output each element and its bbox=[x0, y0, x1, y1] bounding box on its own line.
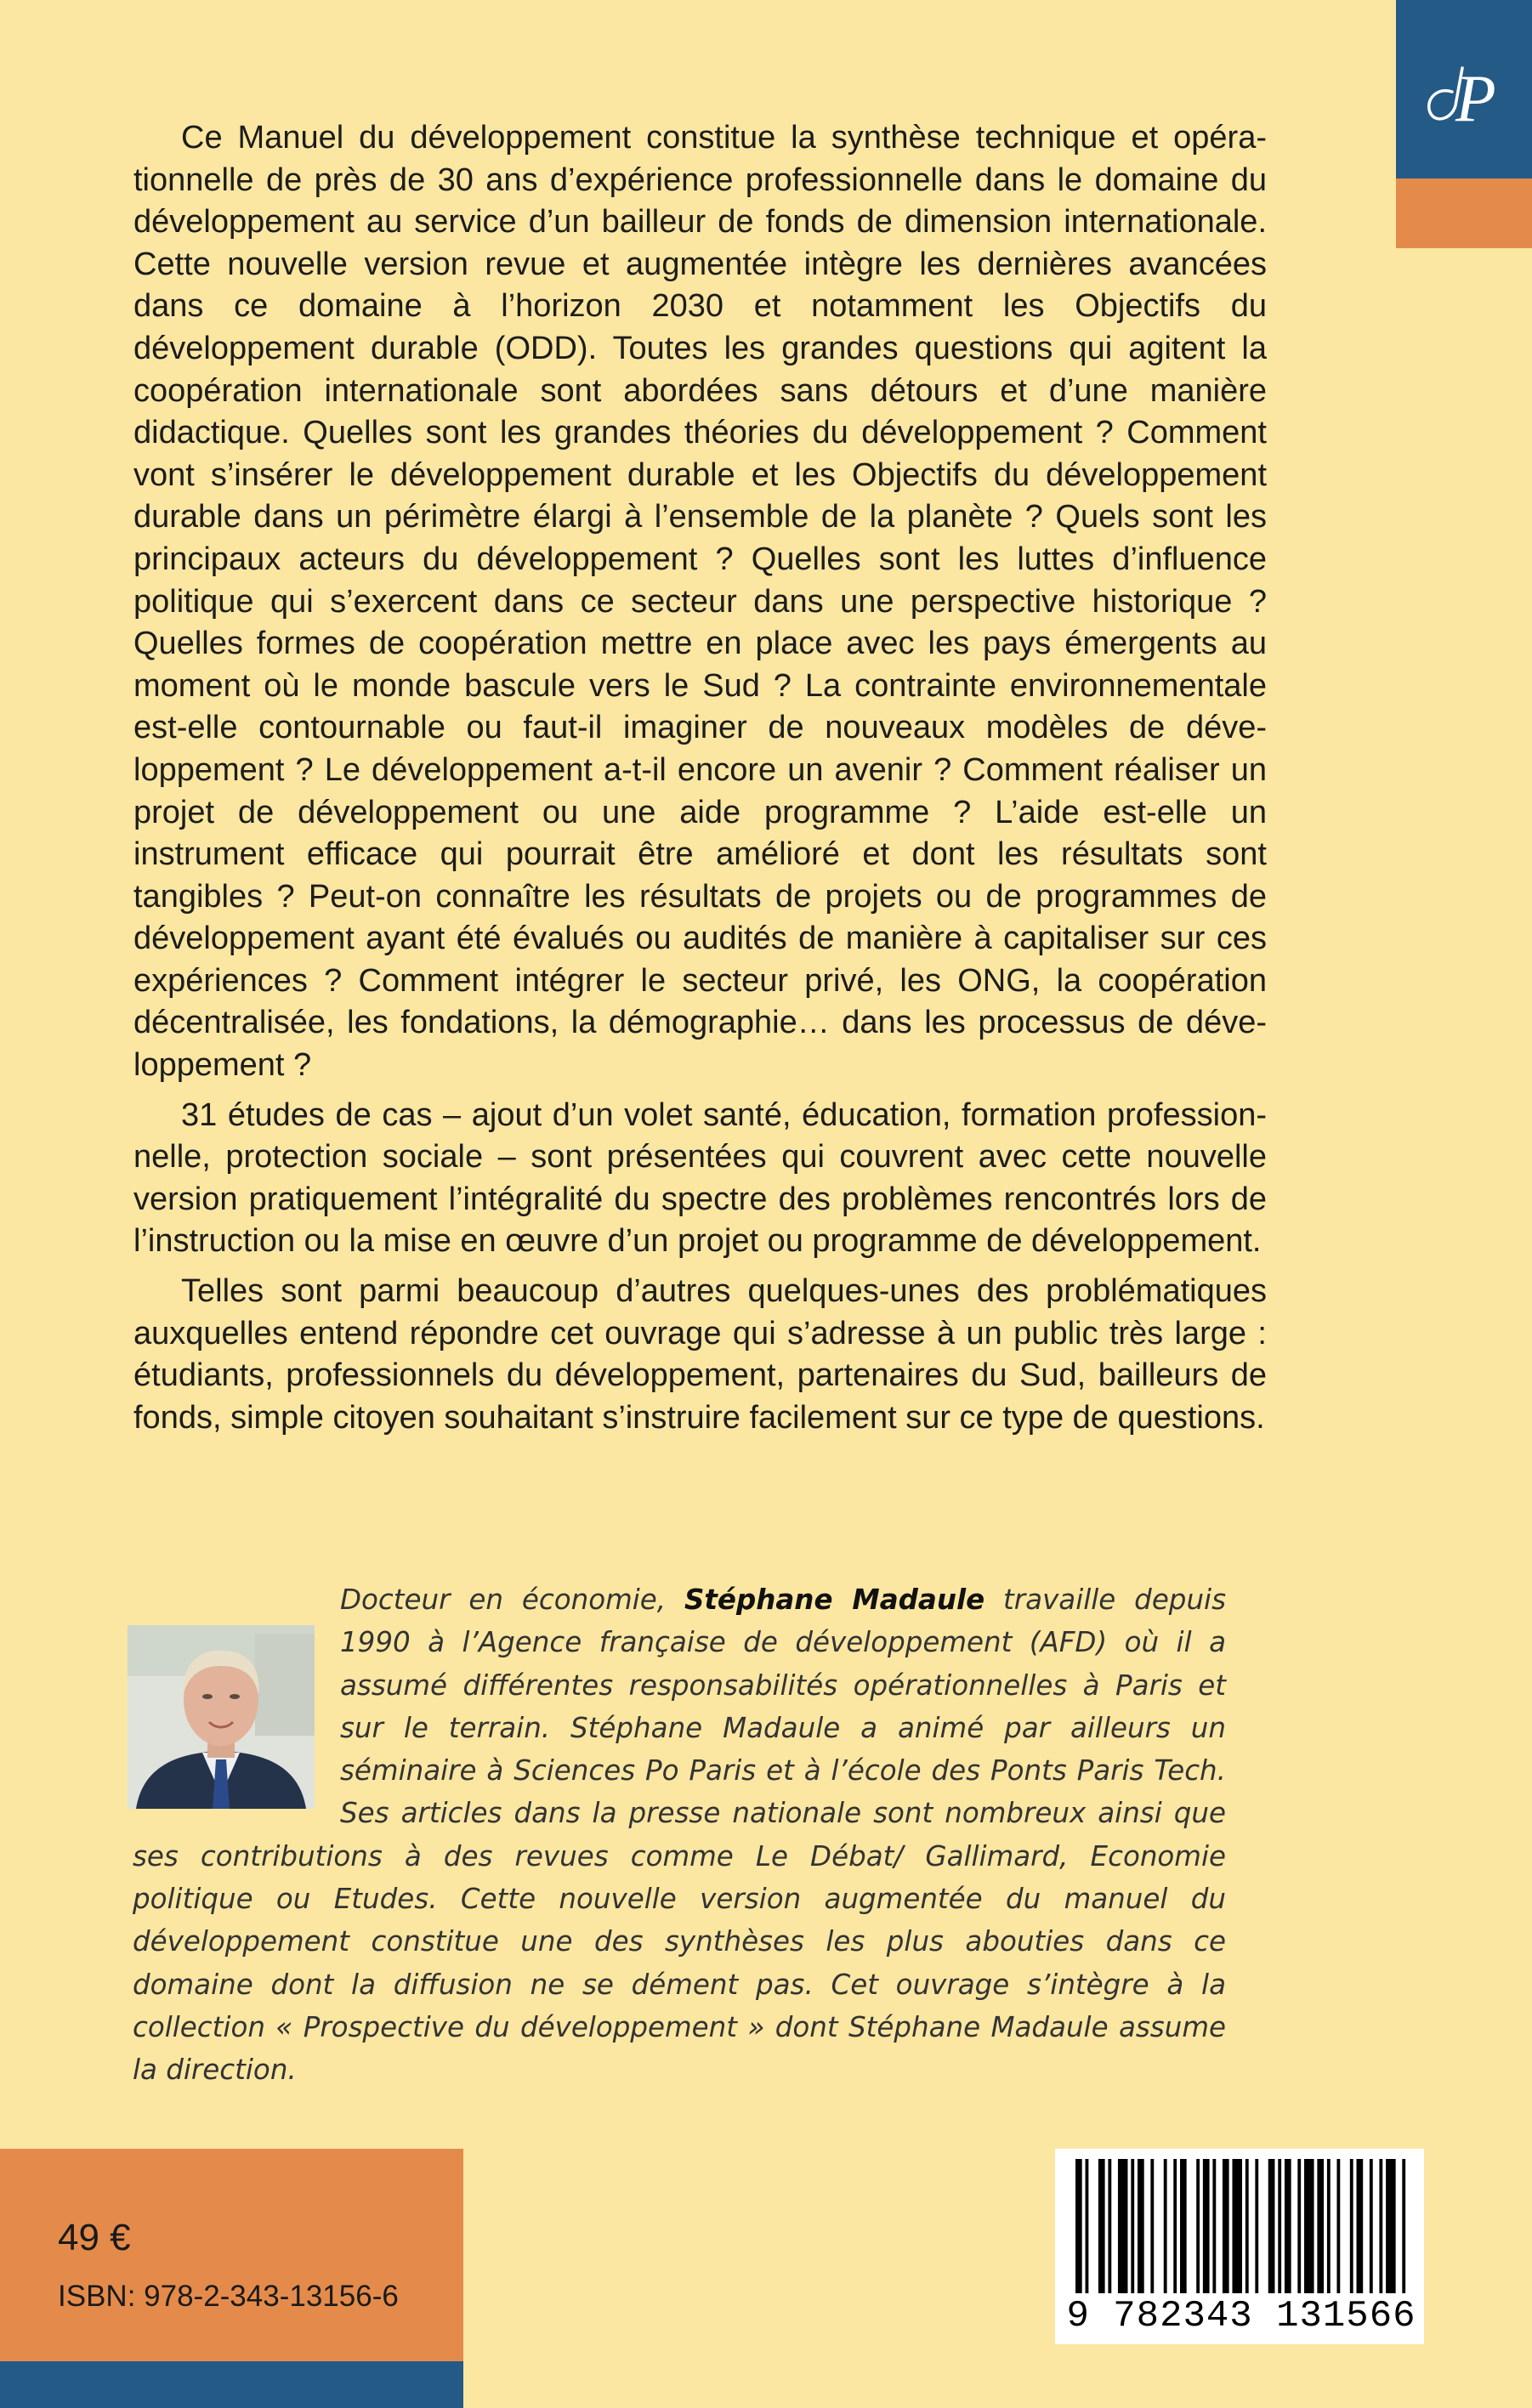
barcode-bar bbox=[1075, 2159, 1082, 2293]
barcode bbox=[1055, 2149, 1424, 2344]
barcode-bar bbox=[1357, 2159, 1364, 2293]
barcode-bar bbox=[1196, 2159, 1200, 2293]
barcode-bar bbox=[1098, 2159, 1105, 2293]
barcode-bar bbox=[1336, 2159, 1340, 2293]
back-cover-description bbox=[133, 117, 1267, 1447]
barcode-bar bbox=[1203, 2159, 1210, 2293]
barcode-bar bbox=[1180, 2159, 1187, 2293]
publisher-logo-letter: P bbox=[1455, 61, 1496, 135]
barcode-bar bbox=[1131, 2159, 1134, 2293]
barcode-bar bbox=[1245, 2159, 1249, 2293]
barcode-bar bbox=[1150, 2159, 1154, 2293]
barcode-bar bbox=[1402, 2159, 1405, 2293]
barcode-bar bbox=[1350, 2159, 1353, 2293]
barcode-bar bbox=[1285, 2159, 1291, 2293]
barcode-bar bbox=[1173, 2159, 1177, 2293]
publisher-logo-accent bbox=[1396, 178, 1532, 248]
author-bio-intro: Docteur en économie, bbox=[340, 1584, 684, 1616]
barcode-bar bbox=[1108, 2159, 1111, 2293]
barcode-bar bbox=[1379, 2159, 1382, 2293]
barcode-bar bbox=[1304, 2159, 1314, 2293]
barcode-bar bbox=[1138, 2159, 1144, 2293]
barcode-bar bbox=[1255, 2159, 1258, 2293]
description-paragraph: Telles sont parmi beaucoup d’autres quelques-unes des problématiques auxquelles entend répondre cet ouvrage qui s’adresse à un public très large : étudiants, professionnels du développement, partenaires du Sud, bailleurs de fonds, simple citoyen souhaitant s’instruire facilement sur ce type de questions. bbox=[133, 1273, 1267, 1436]
barcode-bar bbox=[1278, 2159, 1281, 2293]
barcode-bar bbox=[1317, 2159, 1324, 2293]
barcode-bar bbox=[1297, 2159, 1301, 2293]
barcode-digits: 9 782343 131566 bbox=[1066, 2295, 1416, 2337]
description-paragraph: 31 études de cas – ajout d’un volet santé, éducation, formation professionnelle, protection sociale – sont présentées qui couvrent avec cette nouvelle version pratiquement l’intégralité du spectre des problèmes rencontrés lors de l’instruction ou la mise en œuvre d’un projet ou programme de développement. bbox=[133, 1096, 1267, 1260]
isbn: ISBN: 978-2-343-13156-6 bbox=[58, 2280, 399, 2313]
author-bio-text: travaille depuis 1990 à l’Agence française de développement (AFD) où il a assumé différentes responsabilités opérationnelles à Paris et sur le terrain. Stéphane Madaule a animé par ailleurs un séminaire à Sciences Po Paris et à l’école des Ponts Paris Tech. Ses articles dans la presse nationale sont nombreux ainsi que ses contributions à des revues comme Le Débat/ Gallimard, Economie politique ou Etudes. Cette nouvelle version augmentée du manuel du développement constitue une des synthèses les plus abouties dans ce domaine dont la diffusion ne se dément pas. Cet ouvrage s’intègre à la collection « Prospective du développement » dont Stéphane Madaule assume la direction. bbox=[133, 1584, 1227, 2087]
barcode-bar bbox=[1164, 2159, 1167, 2293]
barcode-bar bbox=[1327, 2159, 1331, 2293]
author-bio bbox=[133, 1578, 1226, 2092]
author-name: Stéphane Madaule bbox=[684, 1584, 985, 1616]
barcode-bar bbox=[1212, 2159, 1216, 2293]
publisher-dp-logo-icon bbox=[1396, 0, 1532, 178]
barcode-bar bbox=[1268, 2159, 1275, 2293]
author-bio-paragraph bbox=[133, 1578, 1226, 2092]
barcode-bar bbox=[1118, 2159, 1128, 2293]
barcode-bar bbox=[1386, 2159, 1396, 2293]
barcode-bar bbox=[1232, 2159, 1242, 2293]
barcode-bar bbox=[1370, 2159, 1373, 2293]
publisher-logo-glyph bbox=[1413, 42, 1515, 136]
barcode-bar bbox=[1086, 2159, 1089, 2293]
price-panel-accent bbox=[0, 2361, 463, 2408]
price: 49 € bbox=[58, 2217, 131, 2258]
description-paragraph: Ce Manuel du développement constitue la synthèse technique et opérationnelle de près de 30 ans d’expérience professionnelle dans le domaine du développement au service d’un bailleur de fonds de dimension internationale. Cette nouvelle version revue et augmentée intègre les dernières avancées dans ce domaine à l’horizon 2030 et notamment les Objectifs du développement durable (ODD). Toutes les grandes questions qui agitent la coopération internationale sont abordées sans détours et d’une manière didactique. Quelles sont les grandes théories du développement ? Comment vont s’insérer le développement durable et les Objectifs du développement durable dans un périmètre élargi à l’ensemble de la planète ? Quels sont les principaux acteurs du développement ? Quelles sont les luttes d’influence politique qui s’exercent dans ce secteur dans une perspective historique ? Quelles formes de coopération mettre en place avec les pays émergents au moment où le monde bascule vers le Sud ? La contrainte environnementale est-elle contournable ou faut-il imaginer de nouveaux modèles de développement ? Le développement a-t-il encore un avenir ? Comment réaliser un projet de développement ou une aide programme ? L’aide est-elle un instrument efficace qui pourrait être amélioré et dont les résultats sont tangibles ? Peut-on connaître les résultats de projets ou de programmes de développement ayant été évalués ou audités de manière à capitaliser sur ces expériences ? Comment intégrer le secteur privé, les ONG, la coopération décentralisée, les fondations, la démographie… dans les processus de développement ? bbox=[133, 120, 1267, 1084]
barcode-bars bbox=[1075, 2159, 1409, 2293]
barcode-bar bbox=[1223, 2159, 1229, 2293]
